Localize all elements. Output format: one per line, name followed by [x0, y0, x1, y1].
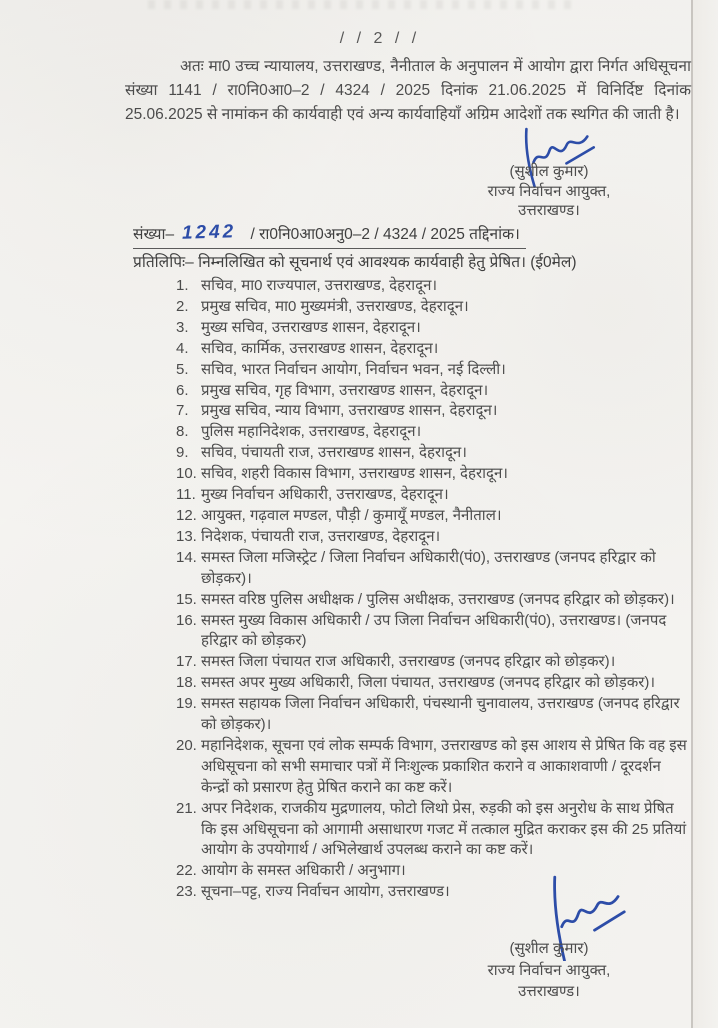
recipient-row	[176, 548, 692, 590]
recipient-number: 8.	[176, 423, 189, 441]
recipient-row	[176, 673, 692, 694]
ref-prefix: संख्या–	[133, 226, 175, 243]
recipient-number: 2.	[176, 297, 189, 315]
recipient-text: समस्त सहायक जिला निर्वाचन अधिकारी, पंचस्थानी चुनावालय, उत्तराखण्ड (जनपद हरिद्वार को छोड़कर)।	[201, 695, 680, 734]
signatory-title: राज्य निर्वाचन आयुक्त,	[487, 182, 611, 200]
recipient-text: समस्त जिला पंचायत राज अधिकारी, उत्तराखण्ड (जनपद हरिद्वार को छोड़कर)।	[201, 653, 616, 671]
recipient-number: 9.	[176, 444, 189, 462]
recipient-row	[176, 401, 692, 422]
recipient-number: 23.	[176, 883, 197, 901]
recipient-row	[176, 422, 692, 443]
signatory-name: (सुशील कुमार)	[509, 940, 589, 957]
recipient-text: सचिव, पंचायती राज, उत्तराखण्ड शासन, देहरादून।	[201, 444, 467, 462]
recipient-number: 5.	[176, 360, 189, 378]
recipient-row	[176, 297, 692, 318]
scan-top-smudge	[148, 0, 578, 9]
recipient-text: प्रमुख सचिव, गृह विभाग, उत्तराखण्ड शासन, देहरादून।	[201, 381, 489, 399]
intro-paragraph: अतः मा0 उच्च न्यायालय, उत्तराखण्ड, नैनीताल के अनुपालन में आयोग द्वारा निर्गत अधिसूचना संख्या 1141 / रा0नि0आ0–2 / 4324 / 2025 दिनांक 21.06.2025 में विनिर्दिष्ट दिनांक 25.06.2025 से नामांकन की कार्यवाही एवं अन्य कार्यवाहियाँ अग्रिम आदेशों तक स्थगित की जाती है।	[125, 58, 691, 123]
recipient-text: सचिव, भारत निर्वाचन आयोग, निर्वाचन भवन, नई दिल्ली।	[201, 360, 506, 378]
recipient-number: 10.	[176, 465, 197, 483]
recipient-text: मुख्य सचिव, उत्तराखण्ड शासन, देहरादून।	[201, 318, 421, 336]
recipient-row	[176, 611, 692, 653]
recipient-text: प्रमुख सचिव, न्याय विभाग, उत्तराखण्ड शासन, देहरादून।	[201, 402, 498, 420]
recipient-row	[176, 276, 692, 297]
signatory-name: (सुशील कुमार)	[509, 163, 589, 180]
recipient-row	[176, 736, 692, 799]
recipient-number: 15.	[176, 590, 197, 608]
recipient-row	[176, 381, 692, 402]
recipient-text: प्रमुख सचिव, मा0 मुख्यमंत्री, उत्तराखण्ड, देहरादून।	[201, 297, 469, 315]
recipient-text: सचिव, कार्मिक, उत्तराखण्ड शासन, देहरादून।	[201, 339, 439, 357]
recipient-text: आयोग के समस्त अधिकारी / अनुभाग।	[201, 862, 406, 880]
recipient-row	[176, 360, 692, 381]
recipient-row	[176, 694, 692, 736]
recipient-row	[176, 882, 692, 903]
recipient-number: 16.	[176, 611, 197, 629]
recipient-text: निदेशक, पंचायती राज, उत्तराखण्ड, देहरादून।	[201, 527, 441, 545]
handwritten-ref-number: 1242	[181, 221, 237, 244]
recipient-row	[176, 339, 692, 360]
recipient-number: 1.	[176, 277, 189, 294]
signatory-region: उत्तराखण्ड।	[518, 202, 580, 219]
recipient-text: सूचना–पट्ट, राज्य निर्वाचन आयोग, उत्तराखण्ड।	[201, 883, 450, 901]
recipient-text: मुख्य निर्वाचन अधिकारी, उत्तराखण्ड, देहरादून।	[201, 486, 449, 504]
recipient-row	[176, 318, 692, 339]
recipient-number: 3.	[176, 318, 189, 336]
recipient-row	[176, 799, 692, 862]
recipient-row	[176, 506, 692, 527]
signature-block-top	[444, 162, 654, 221]
recipient-number: 13.	[176, 527, 197, 545]
signatory-region: उत्तराखण्ड।	[518, 983, 580, 1000]
recipient-text: समस्त जिला मजिस्ट्रेट / जिला निर्वाचन अधिकारी(पं0), उत्तराखण्ड (जनपद हरिद्वार को छोड़कर)।	[201, 548, 656, 587]
recipient-text: सचिव, मा0 राज्यपाल, उत्तराखण्ड, देहरादून।	[201, 277, 438, 294]
scan-edge-shade	[693, 0, 718, 1028]
page-number: / / 2 / /	[339, 30, 421, 47]
recipient-text: महानिदेशक, सूचना एवं लोक सम्पर्क विभाग, उत्तराखण्ड को इस आशय से प्रेषित कि वह इस अधिसूचना को सभी समाचार पत्रों में निःशुल्क प्रकाशित कराने व आकाशवाणी / दूरदर्शन केन्द्रों को प्रसारण हेतु प्रेषित कराने का कष्ट करें।	[201, 736, 687, 796]
recipient-text: समस्त वरिष्ठ पुलिस अधीक्षक / पुलिस अधीक्षक, उत्तराखण्ड (जनपद हरिद्वार को छोड़कर)।	[201, 590, 675, 608]
recipient-number: 12.	[176, 506, 197, 524]
signatory-title: राज्य निर्वाचन आयुक्त,	[487, 961, 611, 979]
recipient-text: समस्त अपर मुख्य अधिकारी, जिला पंचायत, उत्तराखण्ड (जनपद हरिद्वार को छोड़कर)।	[201, 674, 656, 692]
recipient-row	[176, 443, 692, 464]
recipient-number: 14.	[176, 548, 197, 566]
recipient-number: 19.	[176, 695, 197, 713]
recipient-number: 17.	[176, 653, 197, 671]
ref-suffix: / रा0नि0आ0अनु0–2 / 4324 / 2025 तद्दिनांक।	[250, 226, 520, 243]
recipient-text: अपर निदेशक, राजकीय मुद्रणालय, फोटो लिथो प्रेस, रुड़की को इस अनुरोध के साथ प्रेषित कि इस अधिसूचना को आगामी असाधारण गजट में तत्काल मुद्रित कराकर इस की 25 प्रतियां आयोग के उपयोगार्थ / अभिलेखार्थ उपलब्ध कराने का कष्ट करें।	[201, 799, 687, 859]
recipient-number: 21.	[176, 799, 197, 817]
signature-block-bottom	[444, 938, 654, 1003]
recipient-number: 22.	[176, 862, 197, 880]
recipient-number: 18.	[176, 674, 197, 692]
recipient-row	[176, 464, 692, 485]
recipient-number: 6.	[176, 381, 189, 399]
reference-number-line	[133, 222, 526, 249]
recipient-row	[176, 527, 692, 548]
copy-distribution-line: प्रतिलिपिः– निम्नलिखित को सूचनार्थ एवं आवश्यक कार्यवाही हेतु प्रेषित। (ई0मेल)	[133, 254, 577, 271]
recipient-text: समस्त मुख्य विकास अधिकारी / उप जिला निर्वाचन अधिकारी(पं0), उत्तराखण्ड। (जनपद हरिद्वार को छोड़कर)	[201, 611, 667, 650]
recipient-row	[176, 652, 692, 673]
recipient-number: 4.	[176, 339, 189, 357]
recipient-number: 11.	[176, 486, 196, 504]
recipient-list	[176, 276, 692, 903]
recipient-number: 7.	[176, 402, 189, 420]
recipient-text: सचिव, शहरी विकास विभाग, उत्तराखण्ड शासन, देहरादून।	[201, 465, 508, 483]
recipient-row	[176, 590, 692, 611]
recipient-text: पुलिस महानिदेशक, उत्तराखण्ड, देहरादून।	[201, 423, 422, 441]
recipient-row	[176, 861, 692, 882]
recipient-text: आयुक्त, गढ़वाल मण्डल, पौड़ी / कुमायूँ मण्डल, नैनीताल।	[201, 506, 502, 524]
recipient-number: 20.	[176, 736, 197, 754]
recipient-row	[176, 485, 692, 506]
